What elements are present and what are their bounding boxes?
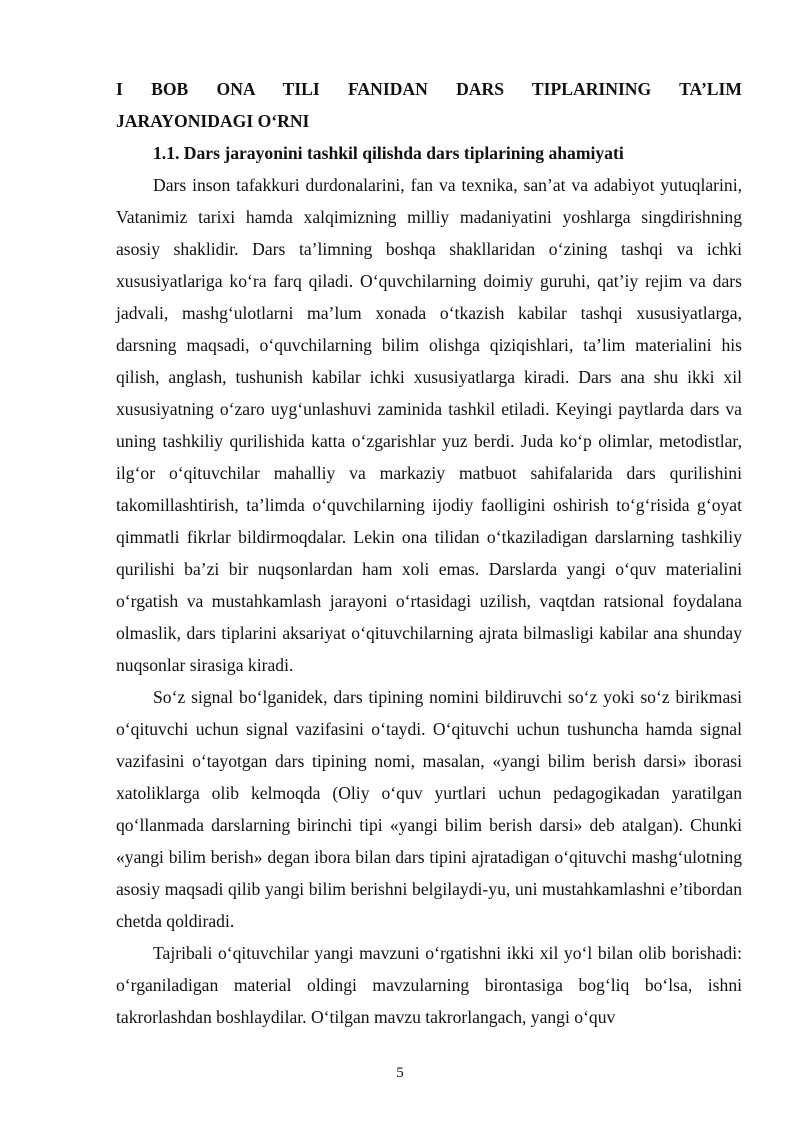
paragraph-1: Dars inson tafakkuri durdonalarini, fan va texnika, san’at va adabiyot yutuqlarini, Vatanimiz tarixi hamda xalqimizning milliy madaniyatini yoshlarga singdirishning asosiy shaklidir. Dars ta’limning boshqa shakllaridan o‘zining tashqi va ichki xususiyatlariga ko‘ra farq qiladi. O‘quvchilarning doimiy guruhi, qat’iy rejim va dars jadvali, mashg‘ulotlarni ma’lum xonada o‘tkazish kabilar tashqi xususiyatlarga, darsning maqsadi, o‘quvchilarning bilim olishga qiziqishlari, ta’lim materialini his qilish, anglash, tushunish kabilar ichki xususiyatlarga kiradi. Dars ana shu ikki xil xususiyatning o‘zaro uyg‘unlashuvi zaminida tashkil etiladi. Keyingi paytlarda dars va uning tashkiliy qurilishida katta o‘zgarishlar yuz berdi. Juda ko‘p olimlar, metodistlar, ilg‘or o‘qituvchilar mahalliy va markaziy matbuot sahifalarida dars qurilishini takomillashtirish, ta’limda o‘quvchilarning ijodiy faolligini oshirish to‘g‘risida g‘oyat qimmatli fikrlar bildirmoqdalar. Lekin ona tilidan o‘tkaziladigan darslarning tashkiliy qurilishi ba’zi bir nuqsonlardan ham xoli emas. Darslarda yangi o‘quv materialini o‘rgatish va mustahkamlash jarayoni o‘rtasidagi uzilish, vaqtdan ratsional foydalana olmaslik, dars tiplarini aksariyat o‘qituvchilarning ajrata bilmasligi kabilar ana shunday nuqsonlar sirasiga kiradi. — [116, 175, 742, 675]
section-title: 1.1. Dars jarayonini tashkil qilishda dars tiplarining ahamiyati — [153, 143, 624, 163]
chapter-title-line-1: I BOB ONA TILI FANIDAN DARS TIPLARINING TA’LIM — [116, 79, 742, 99]
chapter-title — [116, 73, 742, 137]
chapter-title-line-2: JARAYONIDAGI O‘RNI — [116, 111, 310, 131]
paragraph-2: So‘z signal bo‘lganidek, dars tipining nomini bildiruvchi so‘z yoki so‘z birikmasi o‘qituvchi uchun signal vazifasini o‘taydi. O‘qituvchi uchun tushuncha hamda signal vazifasini o‘tayotgan dars tipining nomi, masalan, «yangi bilim berish darsi» iborasi xatoliklarga olib kelmoqda (Oliy o‘quv yurtlari uchun pedagogikadan yaratilgan qo‘llanmada darslarning birinchi tipi «yangi bilim berish darsi» deb atalgan). Chunki «yangi bilim berish» degan ibora bilan dars tipini ajratadigan o‘qituvchi mashg‘ulotning asosiy maqsadi qilib yangi bilim berishni belgilaydi-yu, uni mustahkamlashni e’tibordan chetda qoldiradi. — [116, 687, 742, 931]
document-page — [116, 73, 742, 1033]
paragraph-3: Tajribali o‘qituvchilar yangi mavzuni o‘rgatishni ikki xil yo‘l bilan olib borishadi: o‘rganiladigan material oldingi mavzularning birontasiga bog‘liq bo‘lsa, ishni takrorlashdan boshlaydilar. O‘tilgan mavzu takrorlangach, yangi o‘quv — [116, 943, 742, 1027]
page-number: 5 — [396, 1065, 404, 1081]
